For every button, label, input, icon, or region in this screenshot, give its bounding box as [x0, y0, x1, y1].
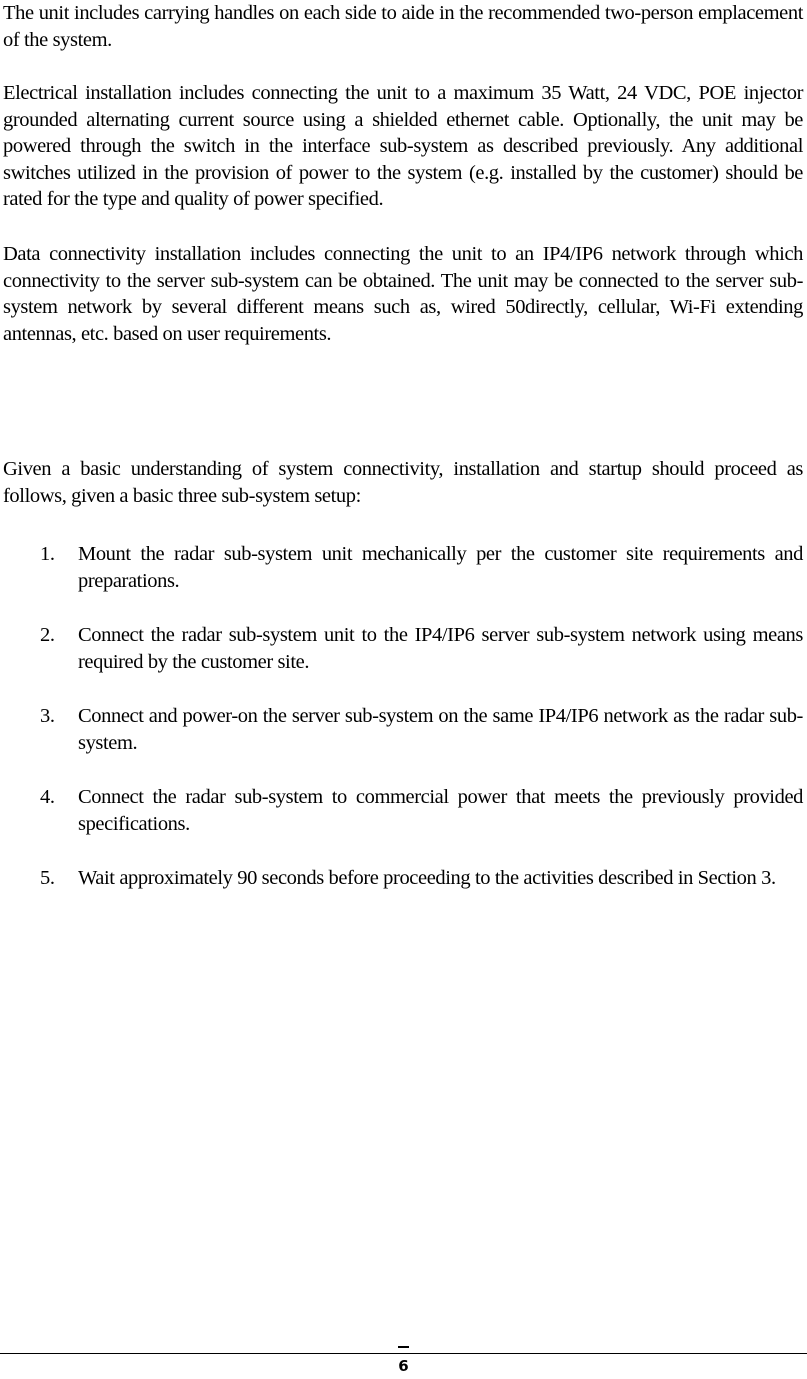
paragraph-carrying-handles: The unit includes carrying handles on each side to aide in the recommended two-person emplacement of the system. [3, 2, 803, 51]
installation-steps-list [3, 541, 803, 920]
list-item [3, 784, 803, 837]
list-item [3, 622, 803, 675]
paragraph-data-connectivity: Data connectivity installation includes connecting the unit to an IP4/IP6 network through which connectivity to the server sub-system can be obtained. The unit may be connected to the server sub-system network by several different means such as, wired 50directly, cellular, Wi-Fi extending antennas, etc. based on user requirements. [3, 243, 803, 345]
step-number: 3. [40, 705, 55, 727]
paragraph-startup-intro: Given a basic understanding of system connectivity, installation and startup should proceed as follows, given a basic three sub-system setup: [3, 458, 803, 507]
step-text: Connect the radar sub-system to commercial power that meets the previously provided specifications. [78, 786, 803, 835]
step-number: 1. [40, 543, 55, 565]
step-text: Connect and power-on the server sub-system on the same IP4/IP6 network as the radar sub-system. [78, 705, 803, 754]
step-text: Mount the radar sub-system unit mechanically per the customer site requirements and preparations. [78, 543, 803, 592]
list-item [3, 865, 803, 892]
step-text: Connect the radar sub-system unit to the IP4/IP6 server sub-system network using means required by the customer site. [78, 624, 803, 673]
page-number-marker [398, 1346, 409, 1348]
step-number: 4. [40, 786, 55, 808]
list-item [3, 541, 803, 594]
footer-divider [0, 1353, 807, 1354]
list-item [3, 703, 803, 756]
step-text: Wait approximately 90 seconds before proceeding to the activities described in Section 3. [78, 867, 776, 889]
step-number: 2. [40, 624, 55, 646]
step-number: 5. [40, 867, 55, 889]
paragraph-electrical-installation: Electrical installation includes connecting the unit to a maximum 35 Watt, 24 VDC, POE injector grounded alternating current source using a shielded ethernet cable. Optionally, the unit may be powered through the switch in the interface sub-system as described previously. Any additional switches utilized in the provision of power to the system (e.g. installed by the customer) should be rated for the type and quality of power specified. [3, 82, 803, 210]
page-number: 6 [398, 1357, 409, 1375]
